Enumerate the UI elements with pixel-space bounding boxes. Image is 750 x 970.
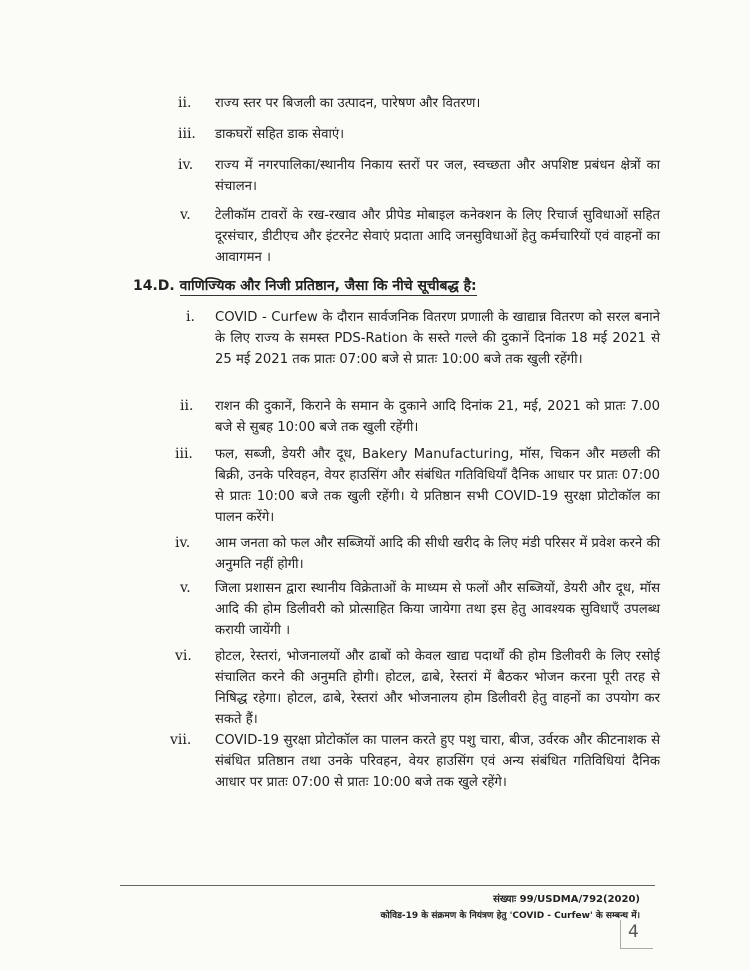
item-number: iii. <box>175 446 193 462</box>
item-number: iv. <box>175 535 191 551</box>
item-number: iii. <box>178 126 196 142</box>
item-number: iv. <box>178 157 194 173</box>
page-number: 4 <box>628 922 639 942</box>
item-number: ii. <box>178 95 192 111</box>
document-reference: संख्याः 99/USDMA/792(2020) <box>493 894 640 905</box>
item-number: v. <box>180 207 191 223</box>
item-text: जिला प्रशासन द्वारा स्थानीय विक्रेताओं के माध्यम से फलों और सब्जियों, डेयरी और दूध, मॉस आदि की होम डिलीवरी को प्रोत्साहित किया जायेगा तथा इस हेतु आवश्यक सुविधाएँ उपलब्ध करायी जायेंगी । <box>215 581 660 638</box>
footer-note: कोविड-19 के संक्रमण के नियंत्रण हेतु 'COVID - Curfew' के सम्बन्ध में। <box>380 911 640 921</box>
section-heading <box>133 276 477 295</box>
item-number: i. <box>186 309 195 325</box>
item-text: राज्य में नगरपालिका/स्थानीय निकाय स्तरों पर जल, स्वच्छता और अपशिष्ट प्रबंधन क्षेत्रों का संचालन। <box>215 158 660 194</box>
item-text: राशन की दुकानें, किराने के समान के दुकाने आदि दिनांक 21, मई, 2021 को प्रातः 7.00 बजे से सुबह 10:00 बजे तक खुली रहेंगी। <box>215 399 660 435</box>
item-text: राज्य स्तर पर बिजली का उत्पादन, पारेषण और वितरण। <box>215 96 481 111</box>
item-text: टेलीकॉम टावरों के रख-रखाव और प्रीपेड मोबाइल कनेक्शन के लिए रिचार्ज सुविधाओं सहित दूरसंचार, डीटीएच और इंटरनेट सेवाएं प्रदाता आदि जनसुविधाओं हेतु कर्मचारियों एवं वाहनों का आवागमन । <box>215 208 660 265</box>
item-number: ii. <box>180 398 194 414</box>
item-text: डाकघरों सहित डाक सेवाएं। <box>215 127 345 142</box>
item-number: v. <box>180 580 191 596</box>
faded-stamp <box>295 0 445 32</box>
item-text: फल, सब्जी, डेयरी और दूध, Bakery Manufacturing, मॉस, चिकन और मछली की बिक्री, उनके परिवहन, वेयर हाउसिंग और संबंधित गतिविधियाँ दैनिक आधार पर प्रातः 07:00 से प्रातः 10:00 बजे तक खुली रहेंगी। ये प्रतिष्ठान सभी COVID-19 सुरक्षा प्रोटोकॉल का पालन करेंगे। <box>215 447 660 525</box>
item-text: होटल, रेस्तरां, भोजनालयों और ढाबों को केवल खाद्य पदार्थों की होम डिलीवरी के लिए रसोई संचालित करने की अनुमति होगी। होटल, ढाबे, रेस्तरां में बैठकर भोजन करना पूरी तरह से निषिद्ध रहेगा। होटल, ढाबे, रेस्तरां और भोजनालय होम डिलीवरी हेतु वाहनों का उपयोग कर सकते हैं। <box>215 649 660 727</box>
footer-divider <box>120 885 655 886</box>
item-number: vi. <box>175 648 192 664</box>
item-text: COVID-19 सुरक्षा प्रोटोकॉल का पालन करते हुए पशु चारा, बीज, उर्वरक और कीटनाशक से संबंधित प्रतिष्ठान तथा उनके परिवहन, वेयर हाउसिंग एवं अन्य संबंधित गतिविधियां दैनिक आधार पर प्रातः 07:00 से प्रातः 10:00 बजे तक खुले रहेंगे। <box>215 733 660 790</box>
item-text: आम जनता को फल और सब्जियों आदि की सीधी खरीद के लिए मंडी परिसर में प्रवेश करने की अनुमति नहीं होगी। <box>215 536 660 572</box>
heading-prefix: 14.D. <box>133 278 175 294</box>
heading-text: वाणिज्यिक और निजी प्रतिष्ठान, जैसा कि नीचे सूचीबद्ध है: <box>179 278 477 294</box>
item-number: vii. <box>170 732 192 748</box>
item-text: COVID - Curfew के दौरान सार्वजनिक वितरण प्रणाली के खाद्यान्न वितरण को सरल बनाने के लिए राज्य के समस्त PDS-Ration के सस्ते गल्ले की दुकानें दिनांक 18 मई 2021 से 25 मई 2021 तक प्रातः 07:00 बजे से प्रातः 10:00 बजे तक खुली रहेंगी। <box>215 310 660 367</box>
